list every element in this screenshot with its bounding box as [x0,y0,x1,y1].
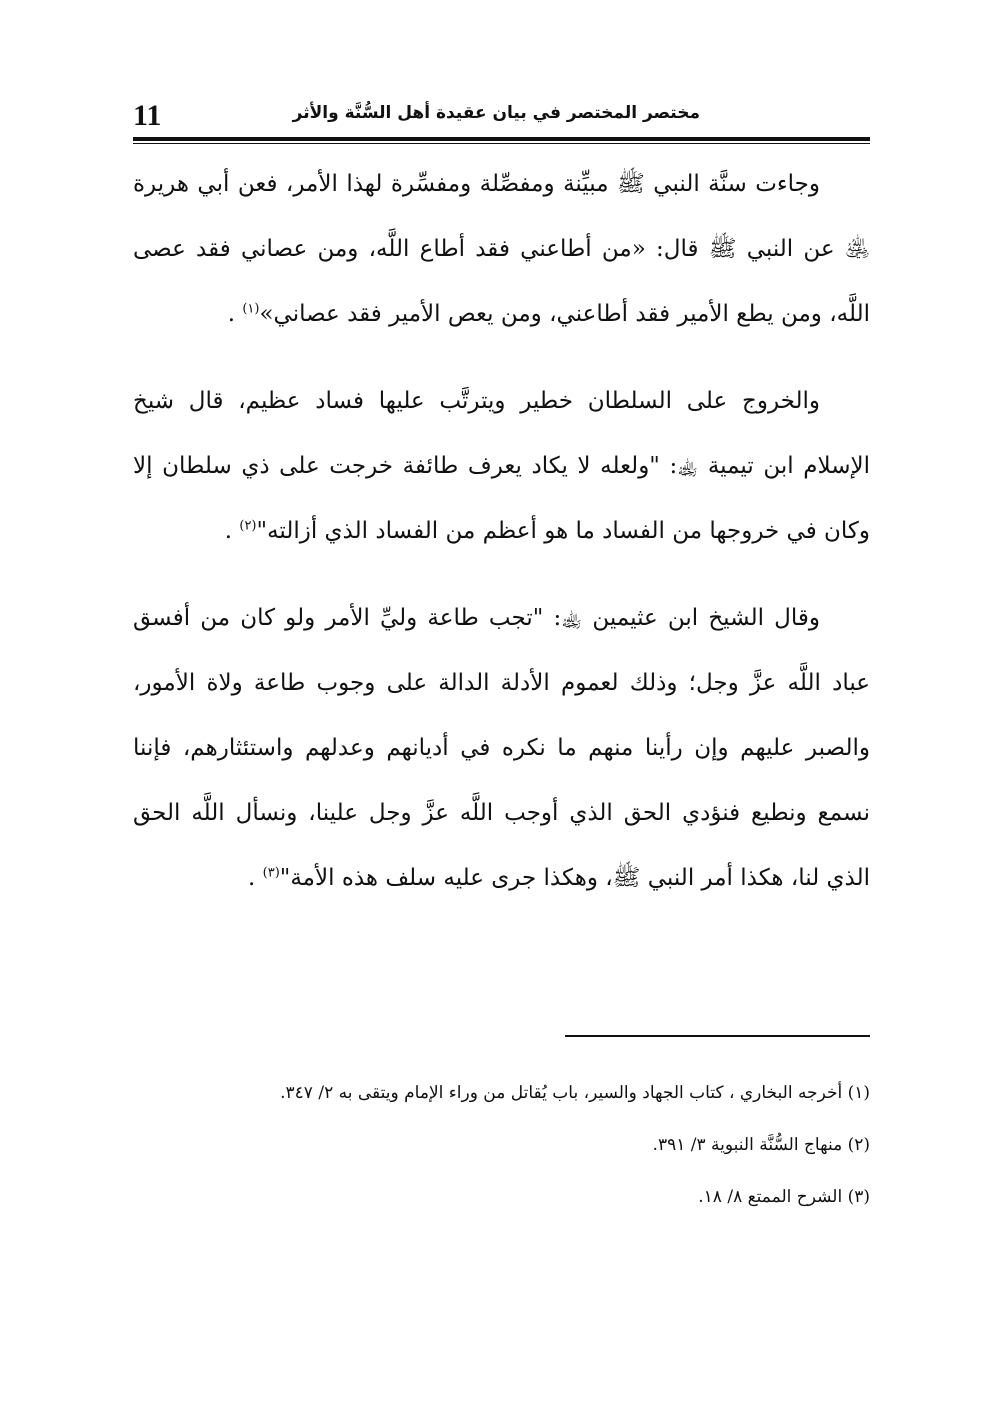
footnotes [133,1078,870,1234]
footnote: (١) أخرجه البخاري ، كتاب الجهاد والسير، باب يُقاتل من وراء الإمام ويتقى به ٢/ ٣٤٧. [280,1083,870,1103]
paragraph-text: وجاءت سنَّة النبي ﷺ مبيِّنة ومفصِّلة ومفسِّرة لهذا الأمر، فعن أبي هريرة ﵁ عن النبي ﷺ قال: «من أطاعني فقد أطاع اللَّه، ومن عصاني فقد عصى اللَّه، ومن يطع الأمير فقد أطاعني، ومن يعص الأمير فقد عصاني» [133,171,870,327]
paragraph [133,369,870,564]
paragraph-text: والخروج على السلطان خطير ويترتَّب عليها فساد عظيم، قال شيخ الإسلام ابن تيمية ﵀: "ولعله لا يكاد يعرف طائفة خرجت على ذي سلطان إلا وكان في خروجها من الفساد ما هو أعظم من الفساد الذي أزالته" [133,388,870,544]
footnote-ref: (١) [242,301,260,317]
body-text [133,152,870,933]
paragraph-text: وقال الشيخ ابن عثيمين ﵀: "تجب طاعة وليِّ الأمر ولو كان من أفسق عباد اللَّه عزَّ وجل؛ وذلك لعموم الأدلة الدالة على وجوب طاعة ولاة الأمور، والصبر عليهم وإن رأينا منهم ما نكره في أديانهم وعدلهم واستئثارهم، فإننا نسمع ونطيع فنؤدي الحق الذي أوجب اللَّه عزَّ وجل علينا، ونسأل اللَّه الحق الذي لنا، هكذا أمر النبي ﷺ، وهكذا جرى عليه سلف هذه الأمة" [133,605,870,891]
header-rule [133,137,870,141]
running-title: مختصر المختصر في بيان عقيدة أهل السُّنَّة والأثر [292,103,700,123]
page-header [133,96,870,136]
paragraph-end: . [248,865,263,891]
paragraph [133,152,870,347]
paragraph-end: . [227,301,243,327]
footnote-separator [565,1035,870,1037]
header-rule-thin [133,143,870,144]
footnote-ref: (٢) [239,518,257,534]
page-number: 11 [133,99,162,132]
footnote-ref: (٣) [262,865,280,881]
paragraph-end: . [224,518,240,544]
footnote: (٢) منهاج السُّنَّة النبوية ٣/ ٣٩١. [652,1135,870,1155]
footnote: (٣) الشرح الممتع ٨/ ١٨. [698,1187,870,1207]
paragraph [133,586,870,911]
